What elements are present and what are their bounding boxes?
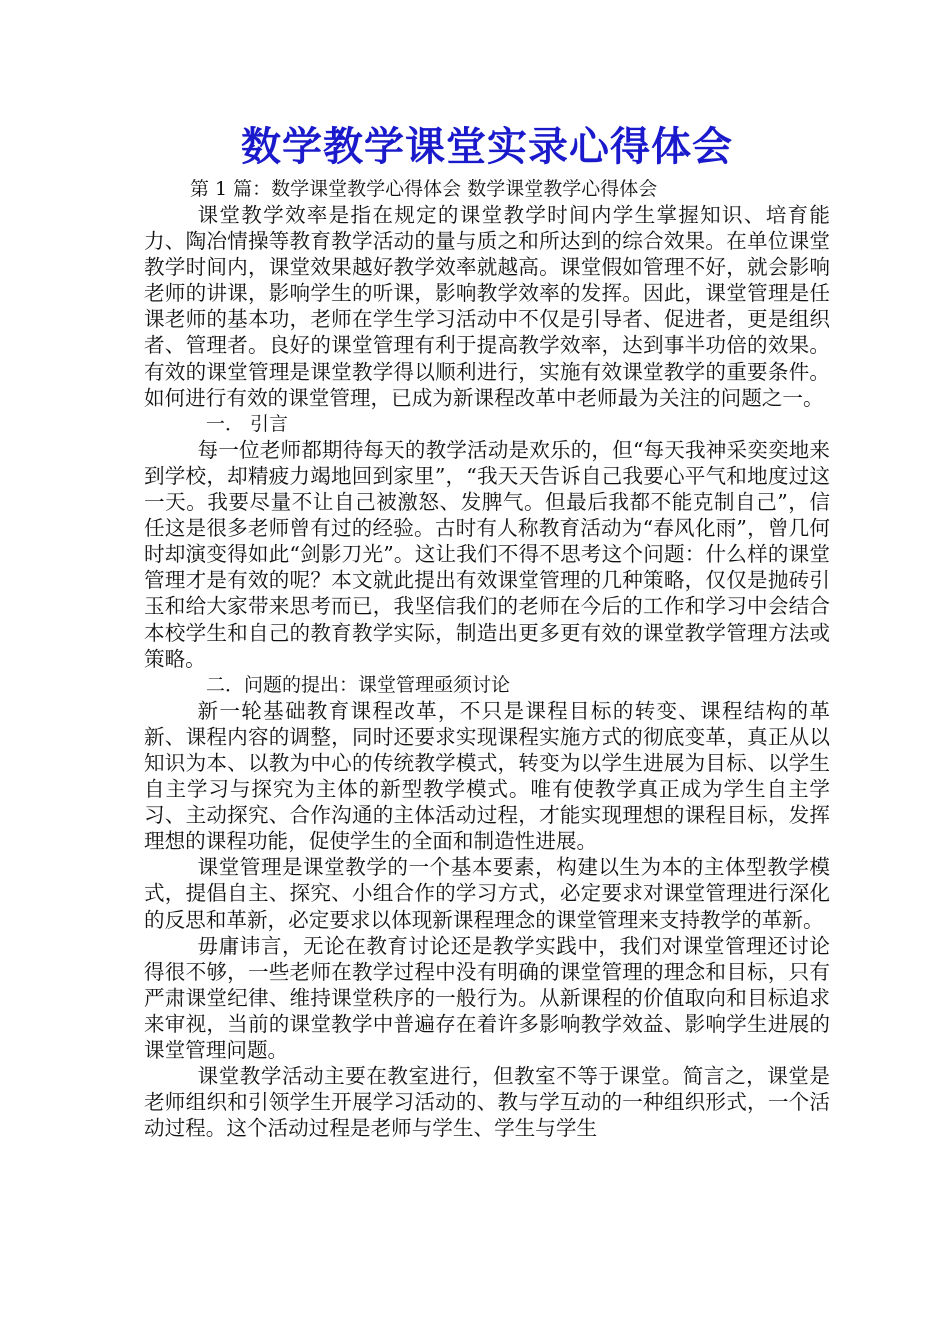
section-heading-1: 一． 引言 bbox=[206, 412, 289, 435]
paragraph-intro: 课堂教学效率是指在规定的课堂教学时间内学生掌握知识、培育能力、陶冶情操等教育教学活动的量与质之和所达到的综合效果。在单位课堂教学时间内，课堂效果越好教学效率就越高。课堂假如管理不好，就会影响老师的讲课，影响学生的听课，影响教学效率的发挥。因此，课堂管理是任课老师的基本功，老师在学生学习活动中不仅是引导者、促进者，更是组织者、管理者。良好的课堂管理有利于提高教学效率，达到事半功倍的效果。有效的课堂管理是课堂教学得以顺利进行，实施有效课堂教学的重要条件。如何进行有效的课堂管理，已成为新课程改革中老师最为关注的问题之一。 bbox=[144, 203, 830, 410]
paragraph-section-2a: 新一轮基础教育课程改革，不只是课程目标的转变、课程结构的革新、课程内容的调整，同时还要求实现课程实施方式的彻底变革，真正从以知识为本、以教为中心的传统教学模式，转变为以学生进展为目标、以学生自主学习与探究为主体的新型教学模式。唯有使教学真正成为学生自主学习、主动探究、合作沟通的主体活动过程，才能实现理想的课程目标，发挥理想的课程功能，促使学生的全面和制造性进展。 bbox=[144, 698, 830, 854]
paragraph-section-2c: 毋庸讳言，无论在教育讨论还是教学实践中，我们对课堂管理还讨论得很不够，一些老师在教学过程中没有明确的课堂管理的理念和目标，只有严肃课堂纪律、维持课堂秩序的一般行为。从新课程的价值取向和目标追求来审视，当前的课堂教学中普遍存在着许多影响教学效益、影响学生进展的课堂管理问题。 bbox=[144, 933, 830, 1062]
paragraph-section-2d: 课堂教学活动主要在教室进行，但教室不等于课堂。简言之，课堂是老师组织和引领学生开展学习活动的、教与学互动的一种组织形式，一个活动过程。这个活动过程是老师与学生、学生与学生 bbox=[144, 1064, 830, 1141]
document-subtitle: 第 1 篇：数学课堂教学心得体会 数学课堂教学心得体会 bbox=[190, 178, 658, 200]
document-page bbox=[144, 118, 830, 1141]
paragraph-section-2b: 课堂管理是课堂教学的一个基本要素，构建以生为本的主体型教学模式，提倡自主、探究、小组合作的学习方式，必定要求对课堂管理进行深化的反思和革新，必定要求以体现新课程理念的课堂管理来支持教学的革新。 bbox=[144, 855, 830, 932]
paragraph-section-1: 每一位老师都期待每天的教学活动是欢乐的，但“每天我神采奕奕地来到学校，却精疲力竭地回到家里”，“我天天告诉自己我要心平气和地度过这一天。我要尽量不让自己被激怒、发脾气。但最后我都不能克制自己”，信任这是很多老师曾有过的经验。古时有人称教育活动为“春风化雨”，曾几何时却演变得如此“剑影刀光”。这让我们不得不思考这个问题：什么样的课堂管理才是有效的呢？本文就此提出有效课堂管理的几种策略，仅仅是抛砖引玉和给大家带来思考而已，我坚信我们的老师在今后的工作和学习中会结合本校学生和自己的教育教学实际，制造出更多更有效的课堂教学管理方法或策略。 bbox=[144, 437, 830, 671]
document-title: 数学教学课堂实录心得体会 bbox=[241, 124, 733, 170]
section-heading-2: 二．问题的提出：课堂管理亟须讨论 bbox=[206, 673, 511, 696]
